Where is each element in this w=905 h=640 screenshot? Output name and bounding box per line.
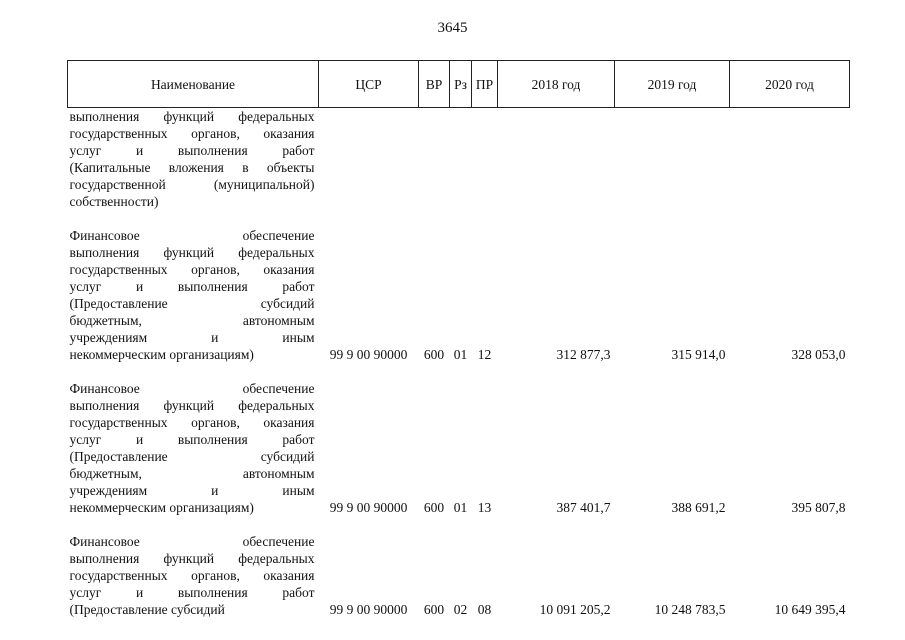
row-name-line: государственных органов, оказания (69, 126, 315, 141)
row-rz: 01 (453, 347, 468, 362)
row-name-line: государственных органов, оказания (69, 262, 315, 277)
table-row (68, 227, 850, 363)
row-name-line: выполнения функций федеральных (69, 245, 315, 260)
row-name-line: государственных органов, оказания (69, 415, 315, 430)
row-vr: 600 (423, 347, 445, 362)
table-row (68, 108, 850, 211)
row-name-line: выполнения функций федеральных (69, 109, 315, 124)
row-spacer (68, 363, 850, 380)
row-name-line: государственной (муниципальной) (69, 177, 315, 192)
row-name-line: бюджетным, автономным (69, 313, 315, 328)
row-name (68, 533, 319, 618)
row-2020: 328 053,0 (791, 347, 846, 362)
header-vr: ВР (419, 61, 450, 108)
row-rz: 01 (453, 500, 468, 515)
row-vr: 600 (423, 602, 445, 617)
row-vr (419, 108, 450, 211)
header-pr: ПР (472, 61, 498, 108)
row-name-line: Финансовое обеспечение (69, 381, 315, 396)
row-2018 (498, 108, 615, 211)
row-2018: 10 091 205,2 (539, 602, 611, 617)
row-name-line: услуг и выполнения работ (69, 585, 315, 600)
row-name-line: (Предоставление субсидий (69, 602, 225, 617)
row-rz (450, 108, 472, 211)
row-spacer (68, 210, 850, 227)
header-rz: Рз (450, 61, 472, 108)
row-name-line: государственных органов, оказания (69, 568, 315, 583)
row-pr: 08 (477, 602, 492, 617)
row-name (68, 380, 319, 516)
page-number: 3645 (437, 20, 468, 36)
row-2019: 315 914,0 (671, 347, 726, 362)
row-name-line: учреждениям и иным (69, 330, 315, 345)
row-2020 (730, 108, 850, 211)
table-header-row (68, 61, 850, 108)
row-name-line: (Предоставление субсидий (69, 449, 315, 464)
table-row (68, 533, 850, 618)
row-rz: 02 (453, 602, 468, 617)
row-csr: 99 9 00 90000 (329, 500, 408, 515)
row-name-line: бюджетным, автономным (69, 466, 315, 481)
header-2019: 2019 год (615, 61, 730, 108)
row-2019: 388 691,2 (671, 500, 726, 515)
budget-table (67, 60, 850, 618)
row-pr (472, 108, 498, 211)
row-name (68, 227, 319, 363)
row-name-line: (Предоставление субсидий (69, 296, 315, 311)
table-row (68, 380, 850, 516)
row-pr: 12 (477, 347, 492, 362)
row-name-line: учреждениям и иным (69, 483, 315, 498)
row-2020: 395 807,8 (791, 500, 846, 515)
row-name-line: Финансовое обеспечение (69, 534, 315, 549)
row-vr: 600 (423, 500, 445, 515)
row-2019 (615, 108, 730, 211)
row-csr: 99 9 00 90000 (329, 347, 408, 362)
row-name-line: выполнения функций федеральных (69, 398, 315, 413)
row-name-line: некоммерческим организациям) (69, 347, 254, 362)
row-name-line: услуг и выполнения работ (69, 432, 315, 447)
row-2018: 387 401,7 (556, 500, 611, 515)
row-2018: 312 877,3 (556, 347, 611, 362)
header-csr: ЦСР (319, 61, 419, 108)
row-name-line: услуг и выполнения работ (69, 143, 315, 158)
header-2020: 2020 год (730, 61, 850, 108)
row-name-line: собственности) (69, 194, 159, 209)
row-csr: 99 9 00 90000 (329, 602, 408, 617)
row-spacer (68, 516, 850, 533)
row-2019: 10 248 783,5 (654, 602, 726, 617)
header-name: Наименование (68, 61, 319, 108)
row-name (68, 108, 319, 211)
row-name-line: некоммерческим организациям) (69, 500, 254, 515)
header-2018: 2018 год (498, 61, 615, 108)
row-spacer-cell (68, 516, 850, 533)
row-name-line: выполнения функций федеральных (69, 551, 315, 566)
row-name-line: Финансовое обеспечение (69, 228, 315, 243)
row-csr (319, 108, 419, 211)
row-pr: 13 (477, 500, 492, 515)
row-name-line: услуг и выполнения работ (69, 279, 315, 294)
row-2020: 10 649 395,4 (774, 602, 846, 617)
row-spacer-cell (68, 210, 850, 227)
row-spacer-cell (68, 363, 850, 380)
row-name-line: (Капитальные вложения в объекты (69, 160, 315, 175)
